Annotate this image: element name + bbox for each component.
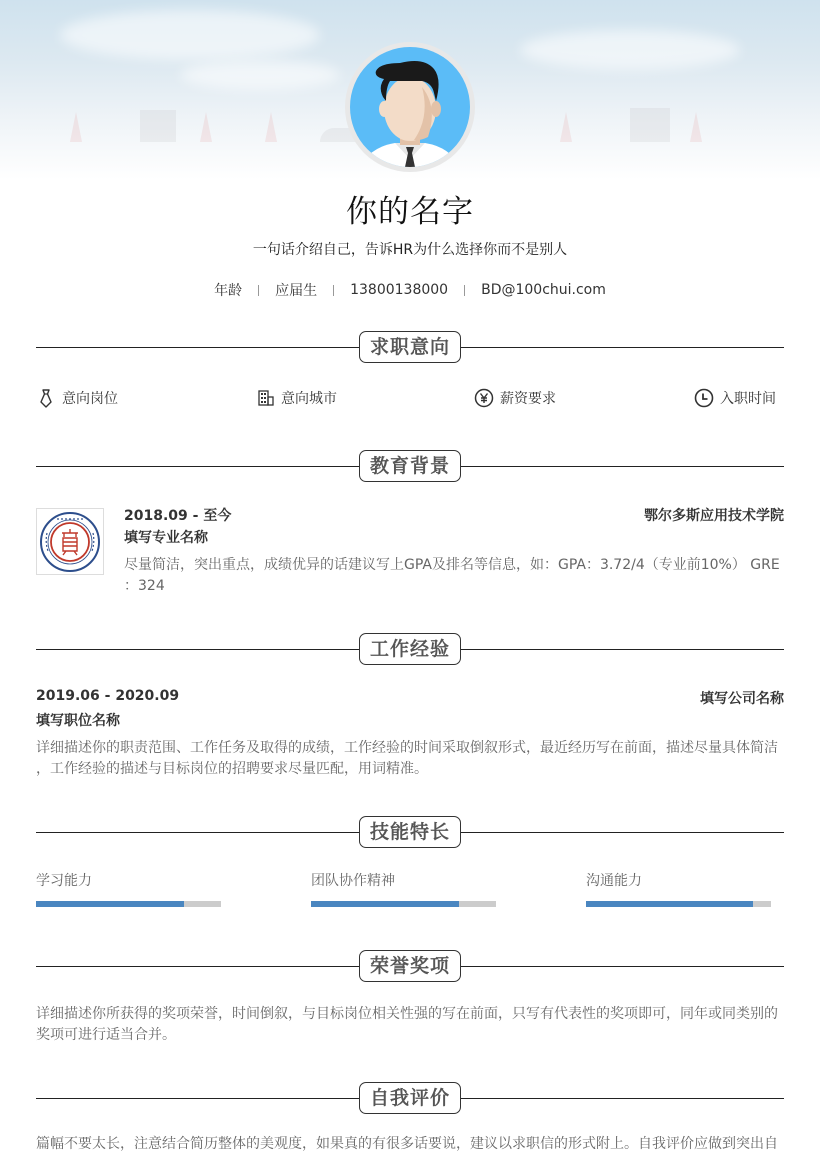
phone: 13800138000 [350,282,449,298]
section-title: 工作经验 [359,633,461,665]
section-title: 荣誉奖项 [359,950,461,982]
section-header-work [36,633,784,667]
building-icon [257,389,275,407]
skill-progress-fill [586,901,753,907]
skill-label: 团队协作精神 [311,873,395,889]
candidate-name: 你的名字 [346,194,474,230]
work-period: 2019.06 - 2020.09 [36,688,180,704]
work-description [36,738,784,780]
intent-start-date [694,388,776,408]
section-title: 教育背景 [359,450,461,482]
description-line: 详细描述你的职责范围、工作任务及取得的成绩，工作经验的时间采取倒叙形式，最近经历写在前面，描述尽量具体简洁 [36,740,778,756]
status: 应届生 [275,283,318,299]
section-header-skills [36,816,784,850]
description-line: ，工作经验的描述与目标岗位的招聘要求尽量匹配，用词精准。 [36,761,428,777]
section-header-intent [36,331,784,365]
skill-progress-bar [311,901,496,907]
section-title: 技能特长 [359,816,461,848]
school-emblem-icon [39,511,101,573]
skill-progress-bar [586,901,771,907]
section-header-self-eval [36,1082,784,1116]
intent-label: 意向岗位 [62,391,118,407]
divider [464,285,465,296]
section-title: 求职意向 [359,331,461,363]
skill-progress-bar [36,901,221,907]
avatar [345,42,475,172]
section-header-education [36,450,784,484]
honors-description [36,1004,784,1046]
section-title: 自我评价 [359,1082,461,1114]
education-period: 2018.09 - 至今 [124,508,232,524]
clock-icon [694,388,714,408]
skill-item [311,870,496,892]
description-line: 尽量简洁，突出重点，成绩优异的话建议写上GPA及排名等信息，如：GPA：3.72/4（专业前10%） GRE [124,557,780,573]
section-header-honors [36,950,784,984]
education-major: 填写专业名称 [124,530,208,546]
intent-label: 意向城市 [281,391,337,407]
divider [258,285,259,296]
work-position: 填写职位名称 [36,713,120,729]
contact-info [0,280,820,300]
intent-city [257,388,337,408]
tagline: 一句话介绍自己，告诉HR为什么选择你而不是别人 [252,242,568,258]
avatar-photo [350,47,470,167]
skill-label: 学习能力 [36,873,92,889]
intent-label: 入职时间 [720,391,776,407]
yen-icon [474,388,494,408]
education-school: 鄂尔多斯应用技术学院 [644,508,784,524]
intent-position [36,388,118,408]
description-line: ：324 [124,578,165,594]
skill-item [586,870,771,892]
email: BD@100chui.com [481,282,606,298]
intent-label: 薪资要求 [500,391,556,407]
divider [333,285,334,296]
person-avatar-icon [350,47,470,167]
tie-icon [36,388,56,408]
skill-progress-fill [311,901,459,907]
skill-item [36,870,221,892]
description-line: 篇幅不要太长，注意结合简历整体的美观度，如果真的有很多话要说，建议以求职信的形式附上。自我评价应做到突出自 [36,1136,778,1152]
skill-progress-fill [36,901,184,907]
age: 年龄 [214,283,243,299]
skill-label: 沟通能力 [586,873,642,889]
intent-salary [474,388,556,408]
school-logo [36,508,104,575]
description-line: 详细描述你所获得的奖项荣誉，时间倒叙，与目标岗位相关性强的写在前面，只写有代表性的奖项即可，同年或同类别的 [36,1006,778,1022]
description-line: 奖项可进行适当合并。 [36,1027,176,1043]
job-intent-row [36,388,784,412]
education-description [124,555,784,597]
work-company: 填写公司名称 [700,691,784,707]
self-eval-description [36,1134,784,1155]
